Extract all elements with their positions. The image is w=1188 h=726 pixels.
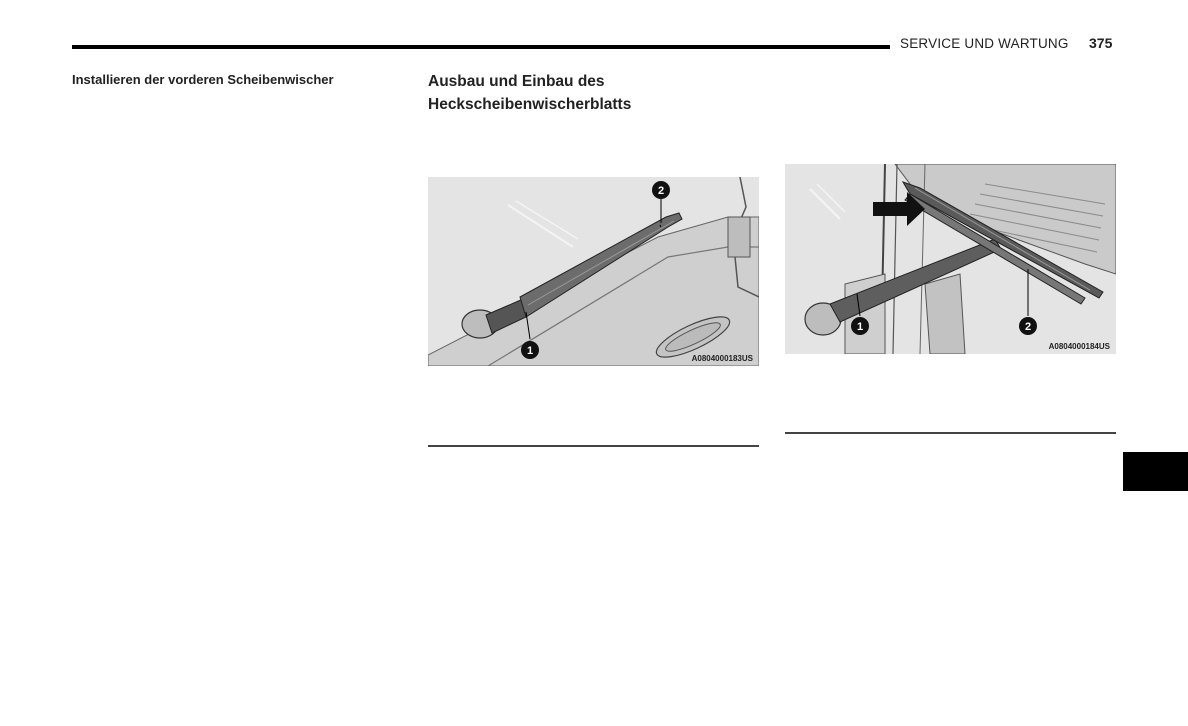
wiper-blade-removal-illustration	[785, 164, 1116, 354]
chapter-tab	[1123, 452, 1188, 491]
callout-1	[851, 317, 869, 335]
svg-text:2: 2	[657, 185, 665, 197]
figure-code: A0804000184US	[1048, 342, 1110, 351]
figure-rear-wiper-blade-removal	[785, 164, 1116, 354]
svg-text:1: 1	[526, 345, 534, 357]
header-rule	[72, 45, 890, 49]
section-heading-rear-wiper: Ausbau und Einbau des Heckscheibenwischerblatts	[428, 73, 632, 113]
svg-text:1: 1	[856, 321, 864, 333]
callout-2	[1019, 317, 1037, 335]
svg-text:2: 2	[1024, 321, 1032, 333]
page-number: 375	[1089, 35, 1113, 51]
section-heading-front-wipers: Installieren der vorderen Scheibenwischer	[72, 72, 334, 87]
callout-1	[521, 341, 539, 359]
running-head: SERVICE UND WARTUNG	[900, 36, 1069, 51]
section-divider	[785, 432, 1116, 434]
figure-code: A0804000183US	[691, 354, 753, 363]
section-divider	[428, 445, 759, 447]
rear-wiper-illustration	[428, 177, 759, 366]
callout-2	[652, 181, 670, 199]
figure-rear-wiper-arm	[428, 177, 759, 366]
